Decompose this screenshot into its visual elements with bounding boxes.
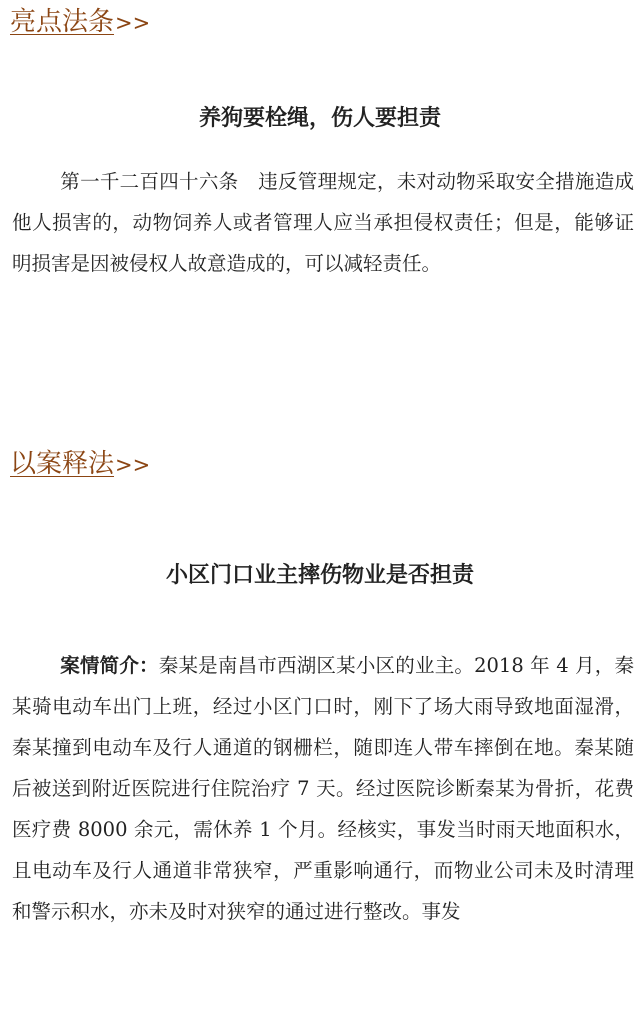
case-heading: 小区门口业主摔伤物业是否担责	[165, 563, 474, 588]
case-paragraph	[12, 645, 634, 932]
section-header-case-study	[10, 448, 150, 481]
section-arrows: >>	[115, 11, 151, 35]
section-title: 以案释法	[10, 449, 115, 479]
article-text: 第一千二百四十六条 违反管理规定，未对动物采取安全措施造成他人损害的，动物饲养人或者管理人应当承担侵权责任；但是，能够证明损害是因被侵权人故意造成的，可以减轻责任。	[12, 170, 634, 275]
article-paragraph	[12, 161, 634, 284]
section-arrows: >>	[115, 453, 151, 477]
case-lead-label: 案情简介：	[60, 654, 159, 677]
section-header-highlight-law	[10, 6, 150, 39]
article-heading: 养狗要栓绳，伤人要担责	[198, 106, 441, 131]
section-title: 亮点法条	[10, 7, 115, 37]
case-text: 秦某是南昌市西湖区某小区的业主。2018 年 4 月，秦某骑电动车出门上班，经过小区门口时，刚下了场大雨导致地面湿滑，秦某撞到电动车及行人通道的钢栅栏，随即连人带车摔倒在地。秦某随后被送到附近医院进行住院治疗 7 天。经过医院诊断秦某为骨折，花费医疗费 8000 余元，需休养 1 个月。经核实，事发当时雨天地面积水，且电动车及行人通道非常狭窄，严重影响通行，而物业公司未及时清理和警示积水，亦未及时对狭窄的通过进行整改。事发	[12, 654, 634, 923]
